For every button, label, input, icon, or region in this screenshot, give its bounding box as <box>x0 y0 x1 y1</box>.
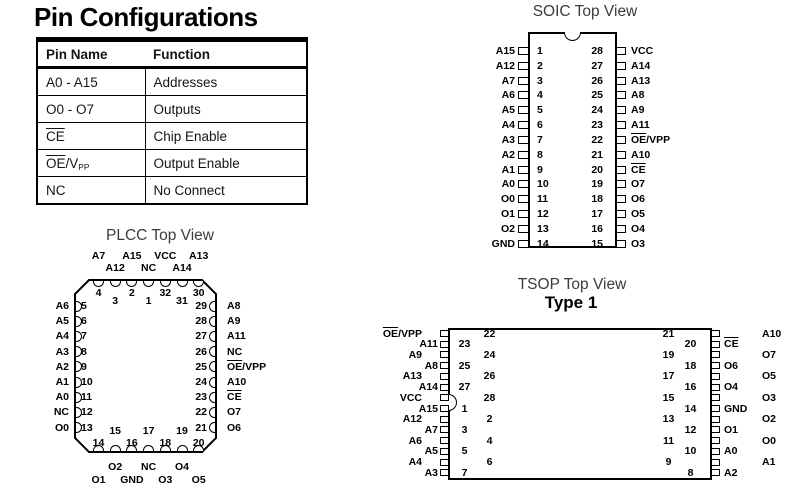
soic-pin-label-left: A0 <box>501 178 515 191</box>
tsop-pin-label-left: A11 <box>419 338 438 351</box>
plcc-scallop-right-icon <box>209 346 215 357</box>
soic-pin-stub-right-icon <box>616 91 627 99</box>
tsop-pin-number-right: 15 <box>662 391 675 404</box>
plcc-pin-label-top: VCC <box>154 250 177 262</box>
soic-pin-number-right: 19 <box>591 178 603 191</box>
soic-pin-label-right: A14 <box>631 59 651 72</box>
plcc-pin-number-bottom: 17 <box>142 425 155 437</box>
soic-pin-number-right: 28 <box>591 45 603 57</box>
tsop-subtitle: Type 1 <box>544 293 598 312</box>
tsop-title: TSOP Top View <box>517 276 627 293</box>
soic-pin-stub-left-icon <box>518 121 529 129</box>
plcc-pin-number-top: 30 <box>192 287 205 299</box>
tsop-pin-label-right: O6 <box>724 359 739 372</box>
plcc-pin-label-left: A5 <box>55 315 69 328</box>
plcc-title: PLCC Top View <box>106 227 214 244</box>
page-title: Pin Configurations <box>34 2 258 32</box>
pin-function-cell: Output Enable <box>145 150 307 177</box>
soic-pin-number-right: 25 <box>591 89 603 102</box>
plcc-pin-number-bottom: 20 <box>192 437 205 449</box>
pin-name-cell: $\overline{CE}$ <box>37 123 145 150</box>
soic-pin-label-right: O4 <box>631 222 646 235</box>
soic-pin-number-right: 22 <box>591 133 603 146</box>
tsop-pin-label-right: O7 <box>762 348 777 361</box>
soic-pin-stub-right-icon <box>616 195 627 203</box>
tsop-pin-number-left: 23 <box>458 338 471 351</box>
plcc-pin-number-right: 29 <box>195 300 207 312</box>
soic-pin-number-right: 21 <box>591 148 603 161</box>
soic-pin-stub-right-icon <box>616 151 627 159</box>
soic-pin-label-left: A12 <box>495 59 515 72</box>
soic-pin-number-left: 10 <box>537 178 549 191</box>
table-header-row <box>37 40 307 68</box>
soic-pin-number-right: 17 <box>591 208 603 221</box>
soic-pin-number-left: 2 <box>537 59 543 72</box>
soic-title: SOIC Top View <box>532 3 638 20</box>
soic-pin-stub-right-icon <box>616 47 627 55</box>
tsop-pin-number-left: 4 <box>486 434 493 447</box>
soic-pin-label-left: A5 <box>501 104 515 117</box>
soic-pin-stub-right-icon <box>616 166 627 174</box>
pin-function-cell: Addresses <box>145 68 307 96</box>
plcc-pin-label-right: O6 <box>227 421 242 434</box>
pin-name-cell: O0 - O7 <box>37 96 145 123</box>
soic-pin-stub-right-icon <box>616 225 627 233</box>
soic-pin-number-left: 9 <box>537 163 543 176</box>
soic-pin-number-right: 16 <box>591 222 603 235</box>
plcc-scallop-right-icon <box>209 331 215 342</box>
tsop-pin-label-right: O1 <box>724 423 739 436</box>
soic-pin-label-left: A7 <box>501 74 515 87</box>
tsop-pin-stub-right-icon <box>711 362 720 369</box>
table-row <box>37 150 307 177</box>
plcc-pin-number-right: 23 <box>195 391 207 404</box>
pin-function-cell: No Connect <box>145 177 307 205</box>
tsop-pin-stub-right-icon <box>711 448 720 455</box>
plcc-pin-number-top: 3 <box>112 295 119 307</box>
plcc-scallop-right-icon <box>209 316 215 327</box>
tsop-pin-label-left: A9 <box>408 348 422 361</box>
tsop-pin-number-right: 20 <box>684 338 697 351</box>
soic-pin-stub-left-icon <box>518 151 529 159</box>
tsop-pin-stub-left-icon <box>440 416 449 423</box>
pin-name-cell: A0 - A15 <box>37 68 145 96</box>
plcc-pin-label-bottom: O1 <box>91 474 106 486</box>
plcc-pin-label-right: A9 <box>227 315 241 328</box>
tsop-pin-stub-right-icon <box>711 384 720 391</box>
plcc-pin-number-right: 24 <box>195 376 207 388</box>
soic-pin-number-right: 27 <box>591 59 603 72</box>
plcc-pin-number-left: 13 <box>81 421 93 434</box>
plcc-pin-label-top: A13 <box>189 250 209 262</box>
tsop-pin-number-right: 10 <box>684 445 697 458</box>
tsop-pin-label-right: A2 <box>724 466 738 479</box>
tsop-pin-number-left: 7 <box>461 466 468 479</box>
soic-pin-number-right: 15 <box>591 237 603 250</box>
tsop-pin-number-left: 28 <box>483 391 496 404</box>
plcc-pin-label-bottom: O4 <box>174 461 189 473</box>
pin-function-cell: Chip Enable <box>145 123 307 150</box>
plcc-pin-label-bottom: O3 <box>158 474 173 486</box>
tsop-pin-label-left: A8 <box>424 359 438 372</box>
plcc-pin-label-left: A6 <box>55 300 69 312</box>
plcc-pin-number-left: 6 <box>81 315 87 328</box>
soic-pin-label-left: A6 <box>501 89 515 102</box>
soic-pin-stub-left-icon <box>518 136 529 144</box>
soic-pin-stub-left-icon <box>518 180 529 188</box>
soic-pin-label-left: A3 <box>501 133 515 146</box>
soic-pin-number-left: 11 <box>537 193 549 206</box>
tsop-pin-stub-right-icon <box>711 416 720 423</box>
soic-pin-number-left: 13 <box>537 222 549 235</box>
tsop-pin-stub-right-icon <box>711 341 720 348</box>
tsop-pin-label-left: A5 <box>424 445 438 458</box>
soic-pin-label-right: $\overline{CE}$ <box>631 163 646 176</box>
plcc-scallop-right-icon <box>209 301 215 312</box>
tsop-pin-stub-right-icon <box>711 459 720 466</box>
soic-pin-label-right: A10 <box>631 148 651 161</box>
plcc-scallop-right-icon <box>209 407 215 418</box>
soic-pin-label-right: A11 <box>631 119 650 132</box>
tsop-pin-number-left: 2 <box>486 413 493 426</box>
tsop-pin-number-right: 12 <box>684 423 697 436</box>
soic-pin-stub-right-icon <box>616 121 627 129</box>
tsop-pin-stub-right-icon <box>711 405 720 412</box>
plcc-pin-label-right: A8 <box>227 300 241 312</box>
plcc-pin-number-top: 1 <box>145 295 152 307</box>
soic-pin-stub-left-icon <box>518 210 529 218</box>
soic-pin-stub-right-icon <box>616 106 627 114</box>
plcc-pin-label-bottom: NC <box>141 461 157 473</box>
plcc-scallop-right-icon <box>209 361 215 372</box>
soic-pin-label-right: VCC <box>631 45 654 57</box>
tsop-pin-number-left: 24 <box>483 348 496 361</box>
tsop-pin-number-right: 21 <box>662 327 675 340</box>
tsop-pin-label-left: A4 <box>408 456 422 469</box>
tsop-pin-label-left: A14 <box>418 381 438 394</box>
plcc-pin-number-left: 9 <box>81 360 87 373</box>
plcc-pin-label-right: NC <box>227 345 243 358</box>
tsop-pin-label-right: O2 <box>762 413 777 426</box>
tsop-pin-number-right: 16 <box>684 381 697 394</box>
tsop-pin-stub-left-icon <box>440 384 449 391</box>
tsop-pin-stub-left-icon <box>440 405 449 412</box>
soic-pin-number-left: 12 <box>537 208 549 221</box>
plcc-pin-number-right: 28 <box>195 315 207 328</box>
plcc-pin-number-right: 21 <box>195 421 207 434</box>
plcc-pin-label-top: A12 <box>105 262 125 274</box>
plcc-pin-number-left: 12 <box>81 406 93 419</box>
tsop-pin-stub-left-icon <box>440 394 449 401</box>
soic-pin-number-left: 6 <box>537 119 543 132</box>
plcc-pin-label-right: $\overline{OE}$/VPP <box>227 360 267 373</box>
table-row <box>37 177 307 205</box>
soic-pin-label-right: O3 <box>631 237 646 250</box>
tsop-pin-number-right: 18 <box>684 359 697 372</box>
soic-pin-number-left: 7 <box>537 133 543 146</box>
plcc-pin-label-right: O7 <box>227 406 242 419</box>
tsop-pin-label-right: GND <box>724 402 748 415</box>
soic-pin-stub-left-icon <box>518 225 529 233</box>
tsop-pin-label-right: O3 <box>762 391 777 404</box>
plcc-scallop-right-icon <box>209 422 215 433</box>
tsop-pin-number-right: 14 <box>684 402 697 415</box>
tsop-pin-label-left: $\overline{OE}$/VPP <box>382 327 422 340</box>
tsop-pin-number-left: 5 <box>461 445 468 458</box>
soic-pin-number-right: 26 <box>591 74 603 87</box>
plcc-scallop-right-icon <box>209 377 215 388</box>
soic-pin-number-left: 14 <box>537 237 549 250</box>
plcc-pin-number-left: 10 <box>81 376 93 388</box>
tsop-pin-stub-right-icon <box>711 394 720 401</box>
tsop-pin-label-left: VCC <box>399 391 422 404</box>
plcc-pin-number-top: 4 <box>95 287 102 299</box>
tsop-pin-label-left: A15 <box>418 402 438 415</box>
tsop-pin-stub-right-icon <box>711 437 720 444</box>
tsop-pin-label-left: A7 <box>424 423 438 436</box>
tsop-pin-number-left: 22 <box>483 327 496 340</box>
soic-pin-stub-left-icon <box>518 106 529 114</box>
tsop-pin-stub-left-icon <box>440 448 449 455</box>
soic-pin-label-left: A1 <box>501 163 515 176</box>
plcc-pin-label-left: A0 <box>55 391 69 404</box>
tsop-pin-label-left: A13 <box>402 370 422 383</box>
tsop-pin-label-right: O0 <box>762 434 777 447</box>
plcc-pin-number-bottom: 19 <box>176 425 188 437</box>
tsop-pin-stub-right-icon <box>711 373 720 380</box>
plcc-pin-number-right: 22 <box>195 406 207 419</box>
soic-pin-stub-left-icon <box>518 166 529 174</box>
plcc-pin-number-bottom: 16 <box>126 437 138 449</box>
tsop-pin-stub-left-icon <box>440 330 449 337</box>
soic-pin-label-left: O1 <box>500 208 515 221</box>
tsop-pin-number-left: 25 <box>458 359 471 372</box>
tsop-pin-number-left: 1 <box>461 402 468 415</box>
plcc-pin-number-bottom: 14 <box>92 437 105 449</box>
plcc-pin-label-left: NC <box>53 406 69 419</box>
tsop-pin-number-left: 27 <box>458 381 471 394</box>
tsop-pin-stub-left-icon <box>440 469 449 476</box>
soic-pin-number-left: 5 <box>537 104 543 117</box>
tsop-pin-stub-left-icon <box>440 426 449 433</box>
soic-pin-label-right: O6 <box>631 193 646 206</box>
plcc-pin-label-left: A2 <box>55 360 69 373</box>
tsop-pin-label-right: O4 <box>724 381 739 394</box>
tsop-pin-number-right: 13 <box>662 413 675 426</box>
soic-pin-label-left: O0 <box>500 193 515 206</box>
tsop-pin-number-right: 19 <box>662 348 675 361</box>
pin-name-header: Pin Name <box>37 40 145 68</box>
plcc-pin-number-left: 11 <box>81 391 93 404</box>
tsop-pin-stub-right-icon <box>711 426 720 433</box>
soic-pin-stub-right-icon <box>616 240 627 248</box>
plcc-pin-number-top: 32 <box>159 287 172 299</box>
tsop-pin-stub-left-icon <box>440 341 449 348</box>
tsop-pin-number-left: 3 <box>461 423 468 436</box>
soic-pin-number-right: 20 <box>591 163 603 176</box>
soic-pin-label-right: $\overline{OE}$/VPP <box>631 133 671 146</box>
soic-pin-label-right: A9 <box>631 104 645 117</box>
plcc-pin-number-left: 5 <box>81 300 87 312</box>
soic-pin-label-left: GND <box>491 237 515 250</box>
tsop-pin-label-left: A6 <box>408 434 422 447</box>
table-row <box>37 68 307 96</box>
plcc-pin-label-left: A4 <box>55 330 69 343</box>
soic-pin-stub-left-icon <box>518 240 529 248</box>
plcc-pin-number-top: 2 <box>128 287 135 299</box>
tsop-pin-stub-left-icon <box>440 362 449 369</box>
soic-pin-number-right: 18 <box>591 193 603 206</box>
tsop-pin-label-right: A1 <box>762 456 776 469</box>
plcc-pin-number-left: 7 <box>81 330 87 343</box>
plcc-pin-label-top: A7 <box>91 250 106 262</box>
tsop-pin-stub-left-icon <box>440 351 449 358</box>
tsop-pin-stub-right-icon <box>711 330 720 337</box>
soic-pin-number-left: 8 <box>537 148 543 161</box>
tsop-pin-label-right: O5 <box>762 370 777 383</box>
pin-name-cell: NC <box>37 177 145 205</box>
soic-pin-stub-left-icon <box>518 77 529 85</box>
soic-pin-stub-left-icon <box>518 47 529 55</box>
plcc-pin-label-top: NC <box>141 262 157 274</box>
function-header: Function <box>145 40 307 68</box>
tsop-pin-label-right: A0 <box>724 445 738 458</box>
tsop-pin-stub-right-icon <box>711 351 720 358</box>
plcc-scallop-right-icon <box>209 392 215 403</box>
tsop-pin-number-right: 17 <box>662 370 675 383</box>
soic-pin-label-right: O7 <box>631 178 646 191</box>
tsop-pin-number-left: 26 <box>483 370 496 383</box>
table-row <box>37 123 307 150</box>
plcc-pin-label-top: A15 <box>122 250 142 262</box>
pin-name-cell: $\overline{OE}/V_{PP}$ <box>37 150 145 177</box>
table-row <box>37 96 307 123</box>
soic-pin-number-right: 23 <box>591 119 603 132</box>
plcc-pin-number-bottom: 15 <box>109 425 122 437</box>
tsop-pin-stub-left-icon <box>440 437 449 444</box>
pin-function-cell: Outputs <box>145 96 307 123</box>
soic-pin-number-left: 4 <box>537 89 543 102</box>
plcc-pin-number-right: 27 <box>195 330 207 343</box>
pin-function-table <box>36 37 308 205</box>
plcc-pin-label-left: O0 <box>54 421 69 434</box>
soic-pin-label-right: O5 <box>631 208 646 221</box>
soic-pin-label-right: A8 <box>631 89 645 102</box>
soic-pin-stub-right-icon <box>616 180 627 188</box>
plcc-pin-label-top: A14 <box>172 262 192 274</box>
plcc-pin-label-bottom: O5 <box>191 474 206 486</box>
tsop-pin-label-left: A12 <box>402 413 422 426</box>
soic-pin-label-right: A13 <box>631 74 651 87</box>
plcc-pin-label-right: A11 <box>227 330 246 343</box>
soic-pin-stub-left-icon <box>518 91 529 99</box>
soic-pin-number-left: 3 <box>537 74 543 87</box>
plcc-pin-number-right: 26 <box>195 345 207 358</box>
soic-pin-label-left: O2 <box>500 222 515 235</box>
soic-pin-stub-left-icon <box>518 62 529 70</box>
soic-pin-stub-left-icon <box>518 195 529 203</box>
soic-pin-number-right: 24 <box>591 104 603 117</box>
plcc-pin-number-right: 25 <box>195 360 207 373</box>
plcc-pin-number-top: 31 <box>176 295 188 307</box>
plcc-pin-number-bottom: 18 <box>159 437 172 449</box>
tsop-pin-label-right: $\overline{CE}$ <box>724 338 739 351</box>
tsop-pin-stub-left-icon <box>440 459 449 466</box>
tsop-pin-number-right: 9 <box>665 456 672 469</box>
plcc-pin-label-right: A10 <box>227 376 247 388</box>
soic-pin-stub-right-icon <box>616 62 627 70</box>
soic-pin-label-left: A15 <box>495 45 515 57</box>
soic-pin-label-left: A4 <box>501 119 515 132</box>
soic-pin-stub-right-icon <box>616 77 627 85</box>
plcc-pin-label-bottom: O2 <box>108 461 123 473</box>
soic-pin-number-left: 1 <box>537 45 543 57</box>
plcc-pin-label-left: A3 <box>55 345 69 358</box>
plcc-pin-label-left: A1 <box>55 376 69 388</box>
soic-pin-stub-right-icon <box>616 210 627 218</box>
tsop-pin-number-right: 11 <box>662 434 675 447</box>
tsop-pin-stub-left-icon <box>440 373 449 380</box>
tsop-pin-stub-right-icon <box>711 469 720 476</box>
tsop-pin-number-right: 8 <box>687 466 694 479</box>
plcc-pin-label-right: $\overline{CE}$ <box>227 391 242 404</box>
soic-pin-stub-right-icon <box>616 136 627 144</box>
plcc-pin-label-bottom: GND <box>120 474 144 486</box>
tsop-pin-label-right: A10 <box>762 327 782 340</box>
soic-pin-label-left: A2 <box>501 148 515 161</box>
plcc-pin-number-left: 8 <box>81 345 87 358</box>
tsop-pin-number-left: 6 <box>486 456 493 469</box>
tsop-pin-label-left: A3 <box>424 466 438 479</box>
